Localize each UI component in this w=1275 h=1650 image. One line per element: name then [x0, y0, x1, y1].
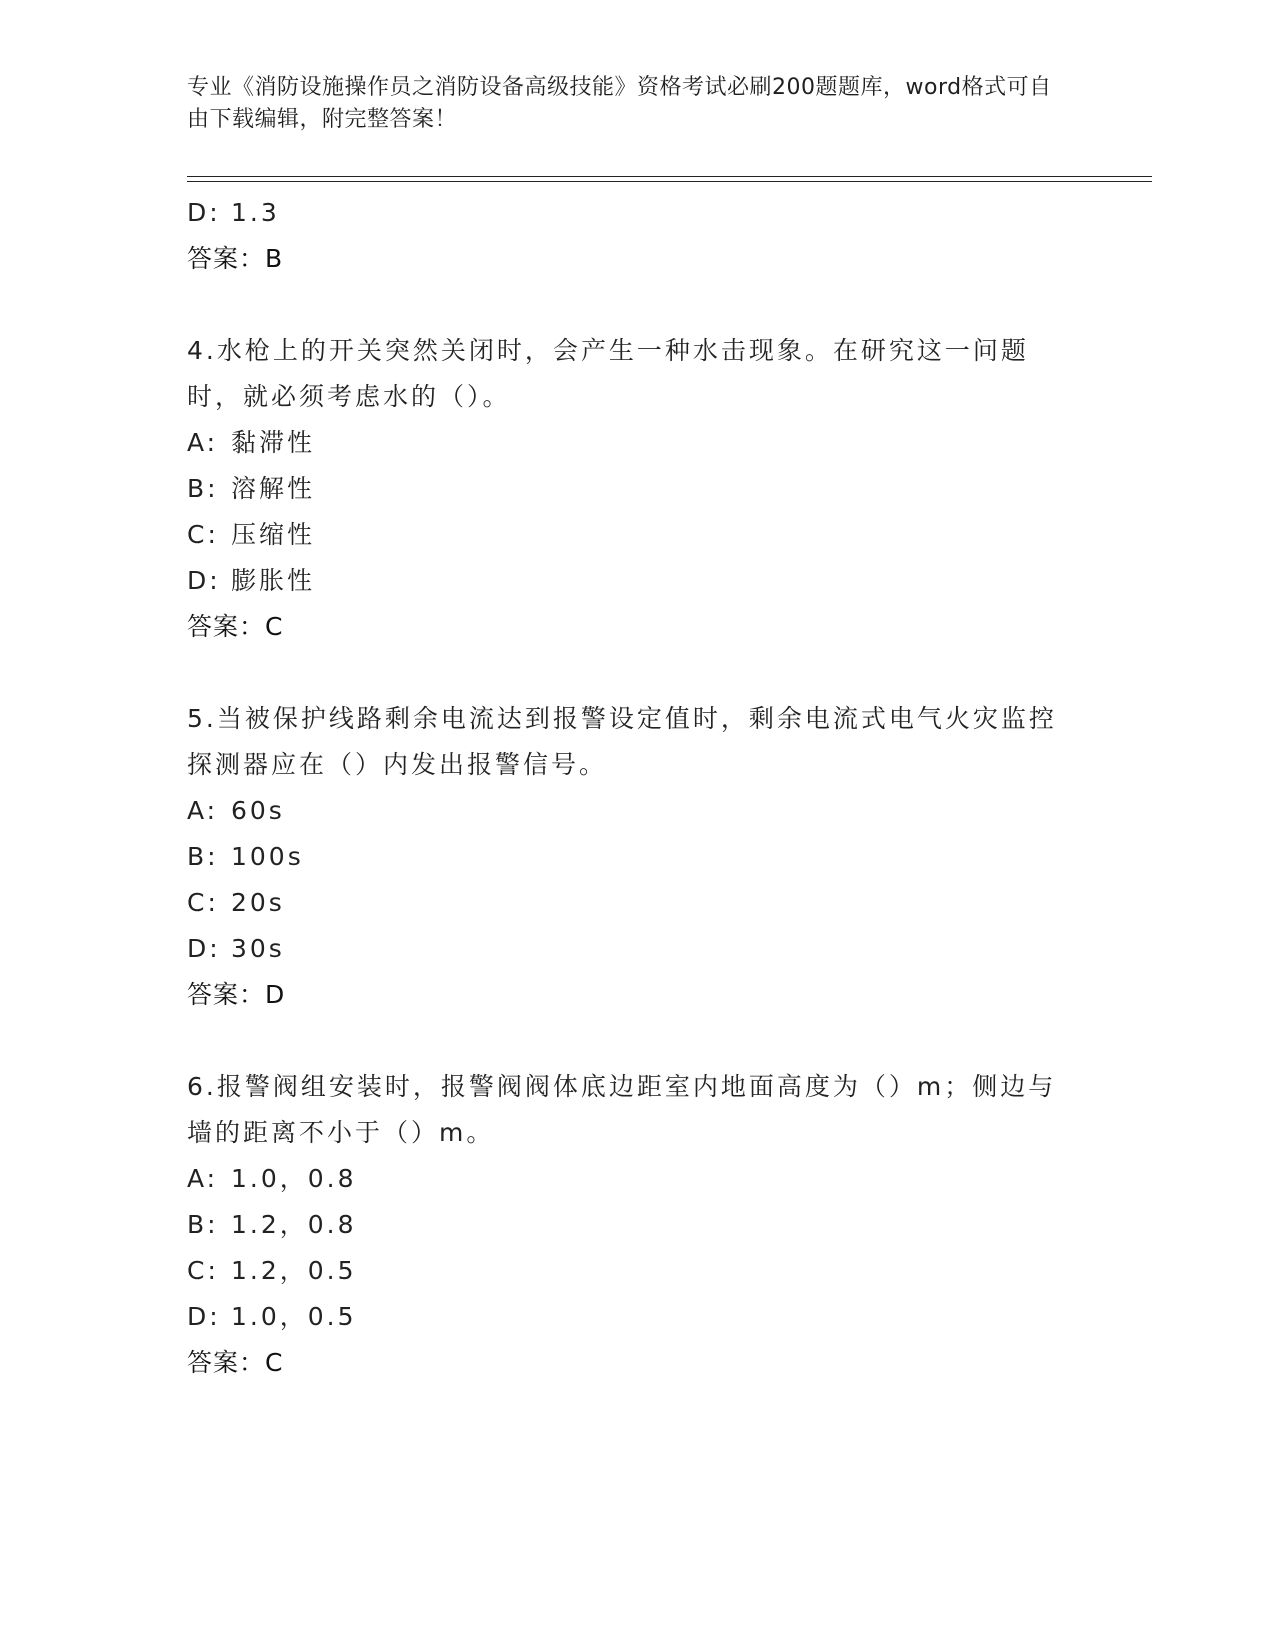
option-c [187, 1248, 1087, 1294]
option-d [187, 1294, 1087, 1340]
answer-label: 答案：C [187, 612, 284, 641]
option-text: 压缩性 [231, 520, 316, 549]
option-text: 1.0，0.5 [231, 1302, 357, 1331]
answer-label: 答案：D [187, 980, 286, 1009]
option-text: 60s [231, 796, 285, 825]
option-key: A: [187, 1164, 219, 1193]
option-text: 溶解性 [231, 474, 316, 503]
spacer [187, 1018, 1087, 1064]
answer-label: 答案：C [187, 1348, 284, 1377]
option-b [187, 834, 1087, 880]
question-stem: 6.报警阀组安装时，报警阀阀体底边距室内地面高度为（）m；侧边与墙的距离不小于（）m。 [187, 1072, 1057, 1147]
question-stem: 4.水枪上的开关突然关闭时，会产生一种水击现象。在研究这一问题时，就必须考虑水的（）。 [187, 336, 1029, 411]
answer-label: 答案：B [187, 244, 284, 273]
spacer [187, 282, 1087, 328]
option-key: D: [187, 934, 221, 963]
option-c [187, 880, 1087, 926]
option-text: 30s [231, 934, 285, 963]
option-key: D: [187, 566, 221, 595]
option-key: C: [187, 1256, 219, 1285]
option-text: 1.0，0.8 [231, 1164, 357, 1193]
option-b [187, 1202, 1087, 1248]
option-d [187, 926, 1087, 972]
option-text: 1.3 [231, 198, 280, 227]
option-key: A: [187, 428, 219, 457]
option-key: B: [187, 474, 219, 503]
header-rule-top [187, 176, 1152, 177]
option-d [187, 190, 1087, 236]
option-key: D: [187, 1302, 221, 1331]
header-rule-bottom [187, 181, 1152, 182]
option-text: 100s [231, 842, 304, 871]
option-a [187, 788, 1087, 834]
option-key: C: [187, 520, 219, 549]
option-key: C: [187, 888, 219, 917]
option-text: 膨胀性 [231, 566, 316, 595]
option-c [187, 512, 1087, 558]
option-a [187, 1156, 1087, 1202]
option-d [187, 558, 1087, 604]
option-text: 黏滞性 [231, 428, 316, 457]
option-b [187, 466, 1087, 512]
option-text: 20s [231, 888, 285, 917]
option-key: A: [187, 796, 219, 825]
option-key: B: [187, 1210, 219, 1239]
option-text: 1.2，0.8 [231, 1210, 357, 1239]
option-key: B: [187, 842, 219, 871]
option-text: 1.2，0.5 [231, 1256, 357, 1285]
question-content [187, 190, 1087, 1386]
spacer [187, 650, 1087, 696]
option-key: D: [187, 198, 221, 227]
option-a [187, 420, 1087, 466]
question-stem: 5.当被保护线路剩余电流达到报警设定值时，剩余电流式电气火灾监控探测器应在（）内发出报警信号。 [187, 704, 1057, 779]
document-header: 专业《消防设施操作员之消防设备高级技能》资格考试必刷200题题库，word格式可自由下载编辑，附完整答案！ [187, 75, 1052, 132]
